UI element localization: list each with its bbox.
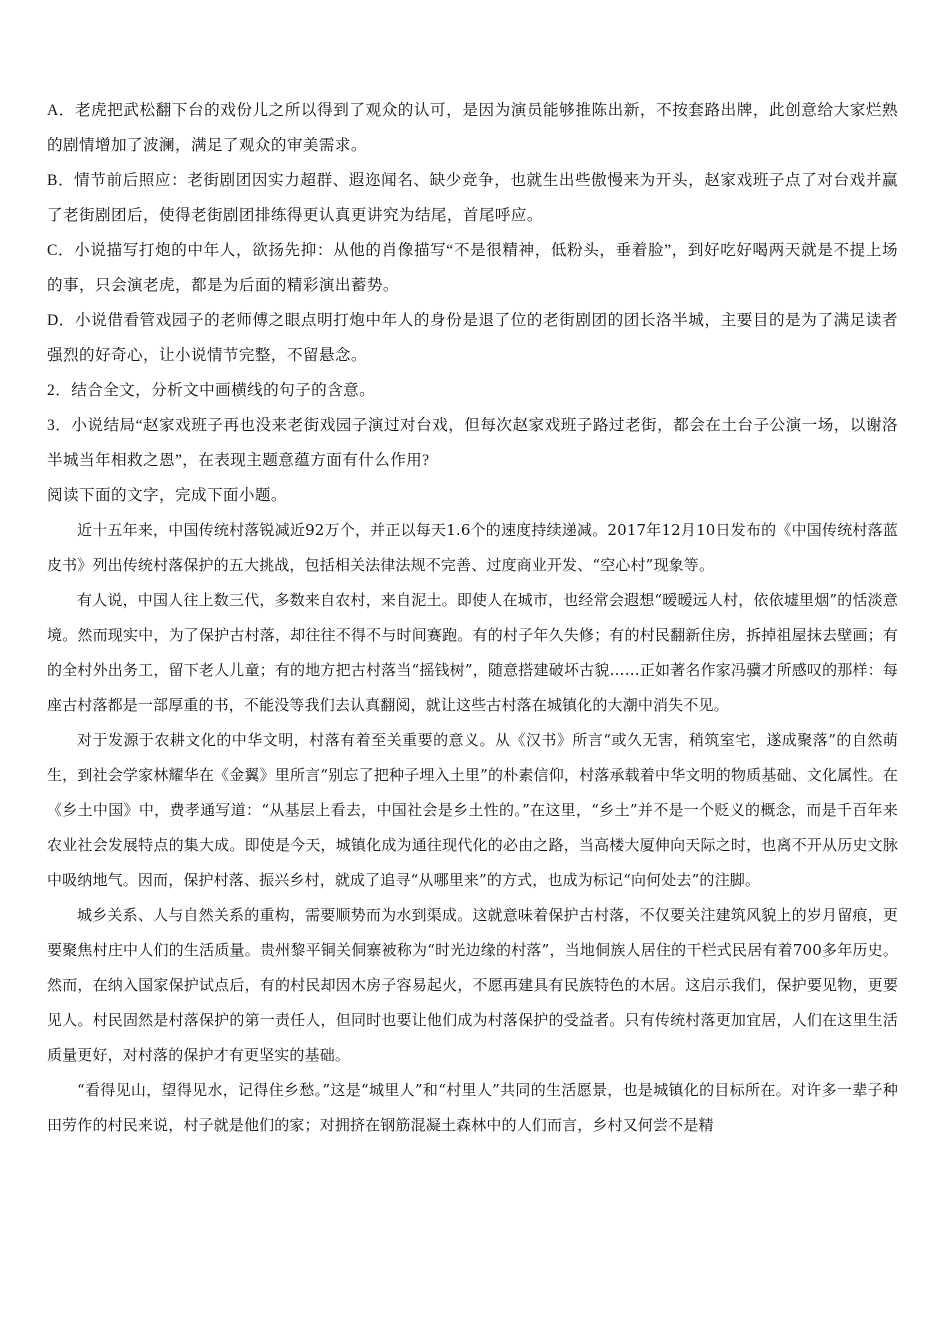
option-d xyxy=(47,303,898,373)
answer-options xyxy=(47,93,898,373)
option-b xyxy=(47,163,898,233)
question-text: 结合全文，分析文中画横线的句子的含意。 xyxy=(71,382,376,399)
reading-passage xyxy=(47,513,898,1143)
question-number: 2． xyxy=(47,382,72,399)
option-text: 老虎把武松翻下台的戏份儿之所以得到了观众的认可，是因为演员能够推陈出新，不按套路出牌，此创意给大家烂熟的剧情增加了波澜，满足了观众的审美需求。 xyxy=(47,102,898,154)
option-text: 小说描写打炮的中年人，欲扬先抑：从他的肖像描写“不是很精神，低粉头，垂着脸”，到好吃好喝两天就是不提上场的事，只会演老虎，都是为后面的精彩演出蓄势。 xyxy=(47,242,898,294)
option-label: D． xyxy=(47,312,75,329)
option-label: A． xyxy=(47,102,75,119)
option-text: 情节前后照应：老街剧团因实力超群、遐迩闻名、缺少竞争，也就生出些傲慢来为开头，赵家戏班子点了对台戏并赢了老街剧团后，使得老街剧团排练得更认真更讲究为结尾，首尾呼应。 xyxy=(47,172,898,224)
question-number: 3． xyxy=(47,417,72,434)
passage-paragraph: 近十五年来，中国传统村落锐减近92万个，并正以每天1.6个的速度持续递减。2017年12月10日发布的《中国传统村落蓝皮书》列出传统村落保护的五大挑战，包括相关法律法规不完善、过度商业开发、“空心村”现象等。 xyxy=(47,521,898,574)
question-list xyxy=(47,373,898,478)
option-c xyxy=(47,233,898,303)
passage-paragraph: 有人说，中国人往上数三代，多数来自农村，来自泥土。即使人在城市，也经常会遐想“暧暧远人村，依依墟里烟”的恬淡意境。然而现实中，为了保护古村落，却往往不得不与时间赛跑。有的村子年久失修；有的村民翻新住房，拆掉祖屋抹去壁画；有的全村外出务工，留下老人儿童；有的地方把古村落当“摇钱树”，随意搭建破坏古貌……正如著名作家冯骥才所感叹的那样：每座古村落都是一部厚重的书，不能没等我们去认真翻阅，就让这些古村落在城镇化的大潮中消失不见。 xyxy=(47,591,898,714)
reading-instruction: 阅读下面的文字，完成下面小题。 xyxy=(47,487,287,504)
question-text: 小说结局“赵家戏班子再也没来老街戏园子演过对台戏，但每次赵家戏班子路过老街，都会在土台子公演一场，以谢洛半城当年相救之恩”，在表现主题意蕴方面有什么作用? xyxy=(47,417,898,469)
question-3 xyxy=(47,408,898,478)
passage-paragraph: “看得见山，望得见水，记得住乡愁。”这是“城里人”和“村里人”共同的生活愿景，也是城镇化的目标所在。对许多一辈子种田劳作的村民来说，村子就是他们的家；对拥挤在钢筋混凝土森林中的人们而言，乡村又何尝不是精 xyxy=(47,1081,898,1134)
option-label: B． xyxy=(47,172,75,189)
option-text: 小说借看管戏园子的老师傅之眼点明打炮中年人的身份是退了位的老街剧团的团长洛半城，主要目的是为了满足读者强烈的好奇心，让小说情节完整，不留悬念。 xyxy=(47,312,898,364)
option-label: C． xyxy=(47,242,75,259)
question-2 xyxy=(47,373,898,408)
option-a xyxy=(47,93,898,163)
passage-paragraph: 对于发源于农耕文化的中华文明，村落有着至关重要的意义。从《汉书》所言“或久无害，稍筑室宅，遂成聚落”的自然萌生，到社会学家林耀华在《金翼》里所言“别忘了把种子埋入土里”的朴素信仰，村落承载着中华文明的物质基础、文化属性。在《乡土中国》中，费孝通写道：“从基层上看去，中国社会是乡土性的。”在这里，“乡土”并不是一个贬义的概念，而是千百年来农业社会发展特点的集大成。即使是今天，城镇化成为通往现代化的必由之路，当高楼大厦伸向天际之时，也离不开从历史文脉中吸纳地气。因而，保护村落、振兴乡村，就成了追寻“从哪里来”的方式，也成为标记“向何处去”的注脚。 xyxy=(47,731,898,889)
passage-paragraph: 城乡关系、人与自然关系的重构，需要顺势而为水到渠成。这就意味着保护古村落，不仅要关注建筑风貌上的岁月留痕，更要聚焦村庄中人们的生活质量。贵州黎平铜关侗寨被称为“时光边缘的村落”，当地侗族人居住的干栏式民居有着700多年历史。然而，在纳入国家保护试点后，有的村民却因木房子容易起火，不愿再建具有民族特色的木居。这启示我们，保护要见物，更要见人。村民固然是村落保护的第一责任人，但同时也要让他们成为村落保护的受益者。只有传统村落更加宜居，人们在这里生活质量更好，对村落的保护才有更坚实的基础。 xyxy=(47,906,898,1064)
